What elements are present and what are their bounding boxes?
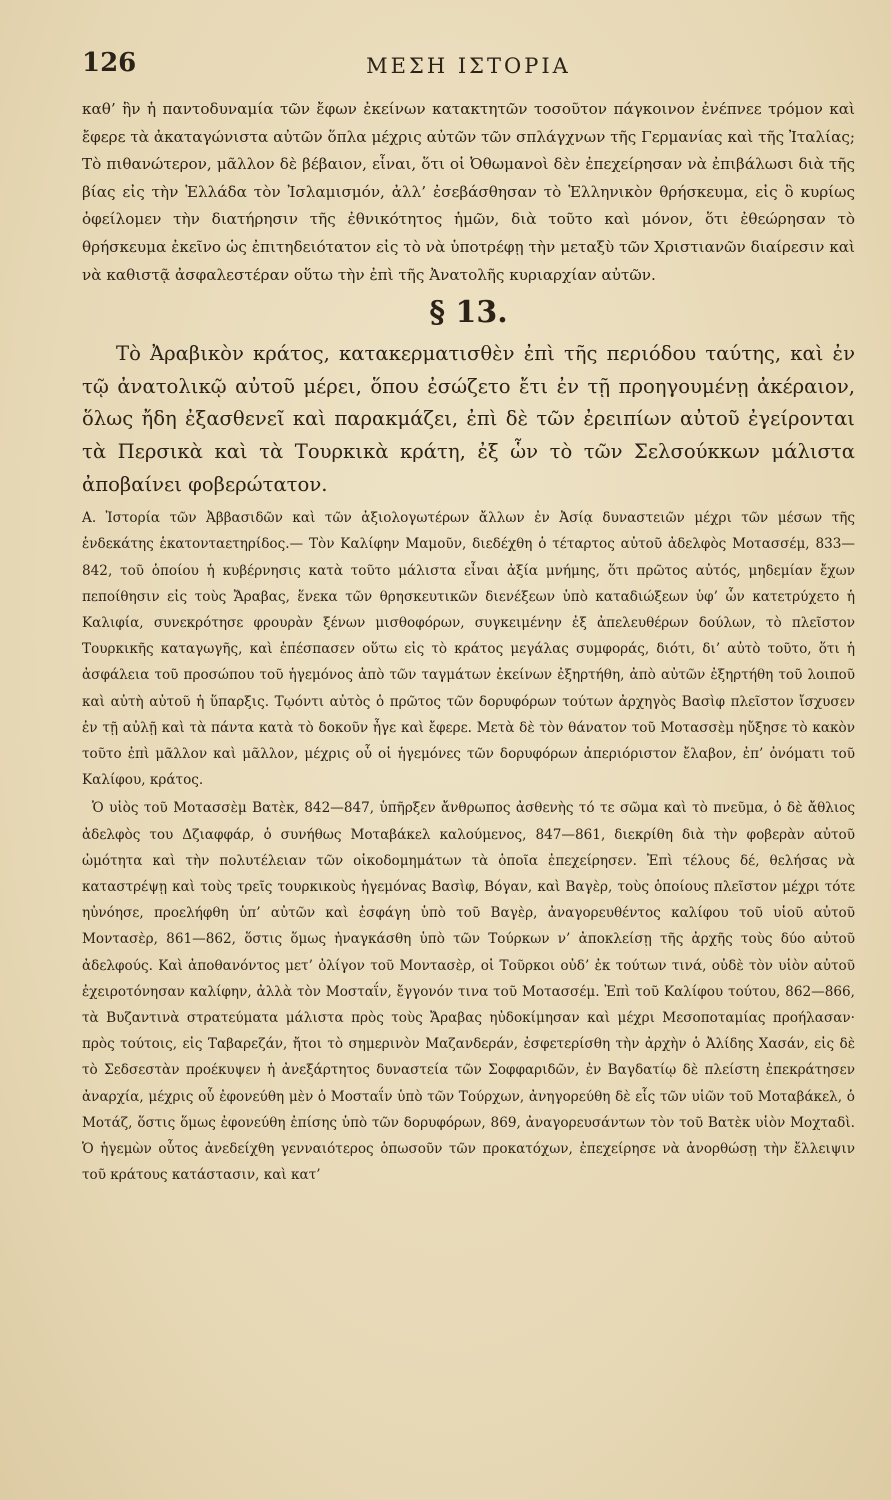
page-header <box>82 44 855 96</box>
paragraph-vatek-successors: Ὁ υἱὸς τοῦ Μοτασσὲμ Βατὲκ, 842—847, ὑπῆρξεν ἄνθρωπος ἀσθενὴς τό τε σῶμα καὶ τὸ πνεῦμα, ὁ δὲ ἄθλιος ἀδελφὸς του Δζιαφφάρ, ὁ συνήθως Μοταβάκελ καλούμενος, 847—861, διεκρίθη διὰ τὴν φοβερὰν αὐτοῦ ὠμότητα καὶ τὴν πολυτέλειαν τῶν οἰκοδομημάτων τὰ ὁποῖα ἐπεχείρησεν. Ἐπὶ τέλους δέ, θελήσας νὰ καταστρέψῃ καὶ τοὺς τρεῖς τουρκικοὺς ἡγεμόνας Βασὶφ, Βόγαν, καὶ Βαγὲρ, τοὺς ὁποίους πλεῖστον μέχρι τότε ηὐνόησε, προελήφθη ὑπ’ αὐτῶν καὶ ἐσφάγη ὑπὸ τοῦ Βαγὲρ, ἀναγορευθέντος καλίφου τοῦ υἱοῦ αὐτοῦ Μοντασὲρ, 861—862, ὅστις ὅμως ἠναγκάσθη ὑπὸ τῶν Τούρκων ν’ ἀποκλείσῃ τῆς ἀρχῆς τοὺς δύο αὐτοῦ ἀδελφούς. Καὶ ἀποθανόντος μετ’ ὀλίγον τοῦ Μοντασὲρ, οἱ Τοῦρκοι οὐδ’ ἐκ τούτων τινά, οὐδὲ τὸν υἱὸν αὐτοῦ ἐχειροτόνησαν καλίφην, ἀλλὰ τὸν Μοσταΐν, ἔγγονόν τινα τοῦ Μοτασσέμ. Ἐπὶ τοῦ Καλίφου τούτου, 862—866, τὰ Βυζαντινὰ στρατεύματα μάλιστα πρὸς τοὺς Ἄραβας ηὐδοκίμησαν καὶ μέχρι Μεσοποταμίας προήλασαν· πρὸς τούτοις, εἰς Ταβαρεζάν, ἤτοι τὸ σημερινὸν Μαζανδεράν, ἐσφετερίσθη τὴν ἀρχὴν ὁ Ἀλίδης Χασάν, εἰς δὲ τὸ Σεδσεστὰν προέκυψεν ἡ ἀνεξάρτητος δυναστεία τῶν Σοφφαριδῶν, ἐν Βαγδατίῳ δὲ πλείστη ἐπεκράτησεν ἀναρχία, μέχρις οὗ ἐφονεύθη μὲν ὁ Μοσταΐν ὑπὸ τῶν Τούρχων, ἀνηγορεύθη δὲ εἷς τῶν υἱῶν τοῦ Μοταβάκελ, ὁ Μοτάζ, ὅστις ὅμως ἐφονεύθη ἐπίσης ὑπὸ τῶν δορυφόρων, 869, ἀναγορευσάντων τὸν τοῦ Βατὲκ υἱὸν Μοχταδὶ. Ὁ ἡγεμὼν οὗτος ἀνεδείχθη γενναιότερος ὁπωσοῦν τῶν προκατόχων, ἐπεχείρησε νὰ ἀνορθώσῃ τὴν ἔλλειψιν τοῦ κράτους κατάστασιν, καὶ κατ’ <box>82 800 855 1184</box>
section-heading: § 13. <box>429 295 508 331</box>
paragraph-continuation: καθ’ ἣν ἡ παντοδυναμία τῶν ἔφων ἐκείνων κατακτητῶν τοσοῦτον πάγκοινον ἐνέπνεε τρόμον καὶ ἔφερε τὰ ἀκαταγώνιστα αὐτῶν ὅπλα μέχρις αὐτῶν τῶν σπλάγχνων τῆς Γερμανίας καὶ τῆς Ἰταλίας; Τὸ πιθανώτερον, μᾶλλον δὲ βέβαιον, εἶναι, ὅτι οἱ Ὀθωμανοὶ δὲν ἐπεχείρησαν νὰ ἐπιβάλωσι διὰ τῆς βίας εἰς τὴν Ἑλλάδα τὸν Ἰσλαμισμόν, ἀλλ’ ἐσεβάσθησαν τὸ Ἑλληνικὸν θρήσκευμα, εἰς ὃ κυρίως ὀφείλομεν τὴν διατήρησιν τῆς ἐθνικότητος ἡμῶν, διὰ τοῦτο καὶ μόνον, ὅτι ἐθεώρησαν τὸ θρήσκευμα ἐκεῖνο ὡς ἐπιτηδειότατον εἰς τὸ νὰ ὑποτρέφῃ τὴν μεταξὺ τῶν Χριστιανῶν διαίρεσιν καὶ νὰ καθιστᾷ ἀσφαλεστέραν οὕτω τὴν ἐπὶ τῆς Ἀνατολῆς κυριαρχίαν αὐτῶν. <box>82 100 855 284</box>
running-title: ΜΕΣΗ ΙΣΤΟΡΙΑ <box>366 54 571 78</box>
page-number: 126 <box>82 48 137 78</box>
section-summary-paragraph: Τὸ Ἀραβικὸν κράτος, κατακερματισθὲν ἐπὶ τῆς περιόδου ταύτης, καὶ ἐν τῷ ἀνατολικῷ αὐτοῦ μέρει, ὅπου ἐσώζετο ἔτι ἐν τῇ προηγουμένῃ ἀκέραιον, ὅλως ἤδη ἐξασθενεῖ καὶ παρακμάζει, ἐπὶ δὲ τῶν ἐρειπίων αὐτοῦ ἐγείρονται τὰ Περσικὰ καὶ τὰ Τουρκικὰ κράτη, ἐξ ὧν τὸ τῶν Σελσούκκων μάλιστα ἀποβαίνει φοβερώτατον. <box>82 342 855 496</box>
paragraph-abbasids-history: Α. Ἱστορία τῶν Ἀββασιδῶν καὶ τῶν ἀξιολογωτέρων ἄλλων ἐν Ἀσίᾳ δυναστειῶν μέχρι τῶν μέσων τῆς ἑνδεκάτης ἑκατονταετηρίδος.— Τὸν Καλίφην Μαμοῦν, διεδέχθη ὁ τέταρτος αὐτοῦ ἀδελφὸς Μοτασσέμ, 833—842, τοῦ ὁποίου ἡ κυβέρνησις κατὰ τοῦτο μάλιστα εἶναι ἀξία μνήμης, ὅτι πρῶτος αὐτός, μηδεμίαν ἔχων πεποίθησιν εἰς τοὺς Ἄραβας, ἕνεκα τῶν θρησκευτικῶν διενέξεων ὑπὸ καταδιώξεων ὑφ’ ὧν κατετρύχετο ἡ Καλιφία, συνεκρότησε φρουρὰν ξένων μισθοφόρων, συγκειμένην ἐξ ἀπελευθέρων δούλων, τὸ πλεῖστον Τουρκικῆς καταγωγῆς, καὶ ἐπέσπασεν οὕτω εἰς τὸ κράτος μεγάλας συμφοράς, διότι, δι’ αὐτὸ τοῦτο, ὅτι ἡ ἀσφάλεια τοῦ προσώπου τοῦ ἡγεμόνος ἀπὸ τῶν ταγμάτων ἐκείνων ἐξηρτήθη, ἀπὸ αὐτῶν ἐξηρτήθη τοῦ λοιποῦ καὶ αὐτὴ αὐτοῦ ἡ ὕπαρξις. Τῳόντι αὐτὸς ὁ πρῶτος τῶν δορυφόρων τούτων ἀρχηγὸς Βασὶφ πλεῖστον ἴσχυσεν ἐν τῇ αὐλῇ καὶ τὰ πάντα κατὰ τὸ δοκοῦν ἦγε καὶ ἔφερε. Μετὰ δὲ τὸν θάνατον τοῦ Μοτασσὲμ ηὔξησε τὸ κακὸν τοῦτο ἐπὶ μᾶλλον καὶ μᾶλλον, μέχρις οὗ οἱ ἡγεμόνες τῶν δορυφόρων ἀπεριόριστον ἔλαβον, ἐπ’ ὀνόματι τοῦ Καλίφου, κράτος. <box>82 510 855 789</box>
